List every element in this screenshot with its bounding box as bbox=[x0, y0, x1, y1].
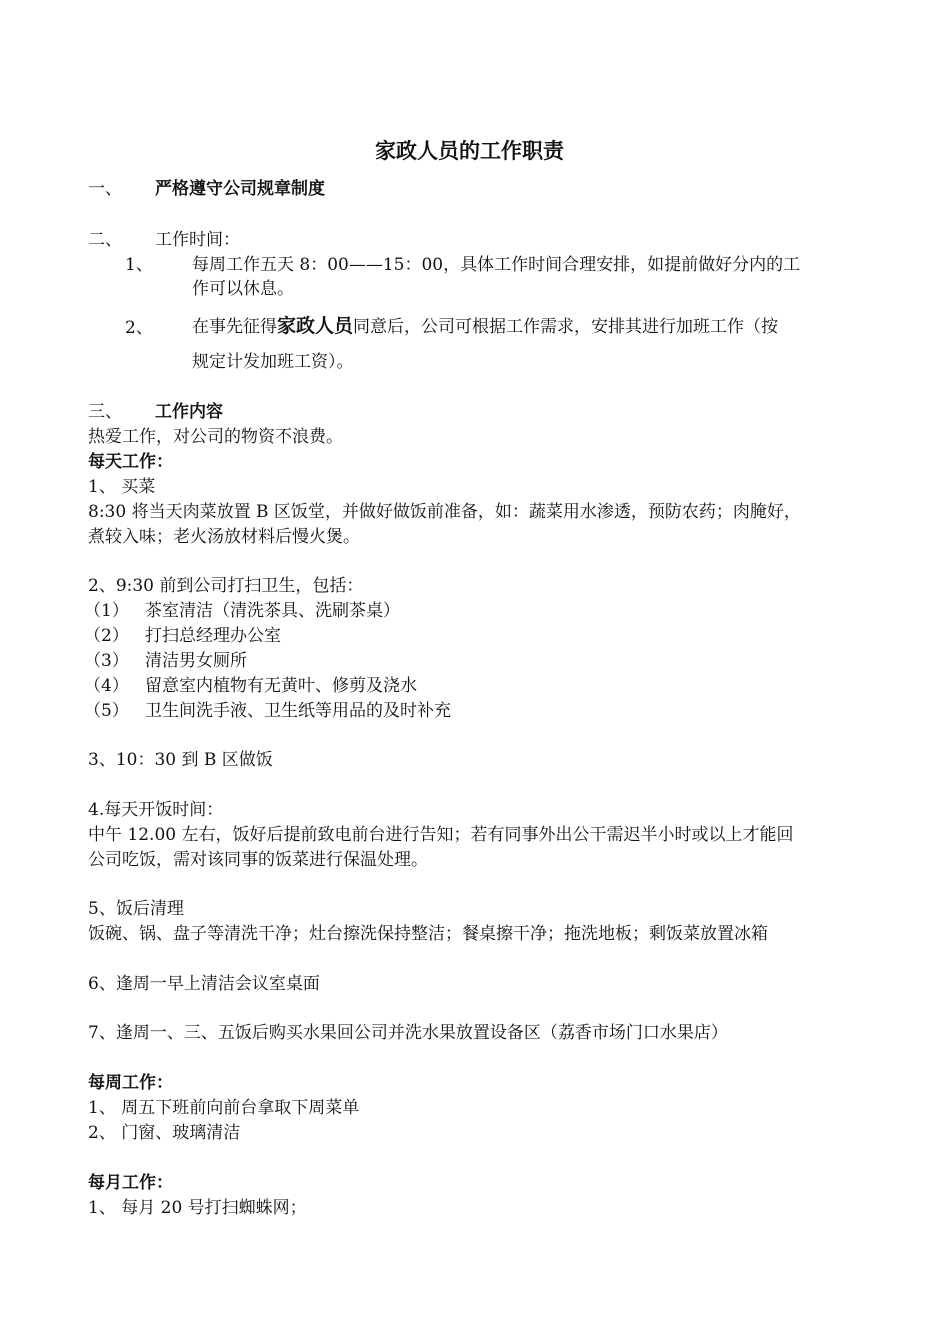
weekly-item-1: 1、 周五下班前向前台拿取下周菜单 bbox=[88, 1098, 360, 1118]
clean-sub-1-number: （1） bbox=[84, 601, 129, 621]
work-time-item-1-line1: 每周工作五天 8：00——15：00，具体工作时间合理安排，如提前做好分内的工 bbox=[192, 255, 801, 275]
work-time-item-1-number: 1、 bbox=[125, 255, 153, 275]
weekly-item-2: 2、 门窗、玻璃清洁 bbox=[88, 1123, 241, 1143]
section-2-number: 二、 bbox=[88, 230, 122, 250]
clean-sub-3-text: 清洁男女厕所 bbox=[145, 651, 247, 671]
monthly-heading: 每月工作： bbox=[88, 1173, 173, 1193]
work-time-item-2-line2: 规定计发加班工资）。 bbox=[192, 352, 354, 372]
clean-sub-2-number: （2） bbox=[84, 626, 129, 646]
work-time-item-1-line2: 作可以休息。 bbox=[192, 279, 294, 299]
daily-buy-line2: 煮较入味；老火汤放材料后慢火煲。 bbox=[88, 527, 360, 547]
daily-buy-title: 1、 买菜 bbox=[88, 477, 156, 497]
section-2-heading: 工作时间： bbox=[155, 230, 240, 250]
clean-sub-4-text: 留意室内植物有无黄叶、修剪及浇水 bbox=[145, 676, 417, 696]
weekly-heading: 每周工作： bbox=[88, 1073, 173, 1093]
daily-heading: 每天工作： bbox=[88, 452, 173, 472]
clean-sub-5-number: （5） bbox=[84, 701, 129, 721]
daily-meal-line1: 中午 12.00 左右，饭好后提前致电前台进行告知；若有同事外出公干需迟半小时或以上才能回 bbox=[88, 825, 794, 845]
work-time-item-2-pre: 在事先征得 bbox=[192, 317, 277, 337]
daily-meal-line2: 公司吃饭，需对该同事的饭菜进行保温处理。 bbox=[88, 850, 428, 870]
clean-sub-1-text: 茶室清洁（清洗茶具、洗刷茶桌） bbox=[145, 601, 400, 621]
work-time-item-2-number: 2、 bbox=[125, 318, 153, 338]
work-time-item-2-line1 bbox=[192, 314, 778, 339]
daily-cook: 3、10：30 到 B 区做饭 bbox=[88, 750, 273, 770]
daily-clean-title: 2、9:30 前到公司打扫卫生，包括： bbox=[88, 576, 364, 596]
daily-meal-title: 4.每天开饭时间： bbox=[88, 800, 224, 820]
work-time-item-2-emphasis: 家政人员 bbox=[277, 315, 354, 337]
intro-line: 热爱工作，对公司的物资不浪费。 bbox=[88, 427, 343, 447]
daily-fruit: 7、逢周一、三、五饭后购买水果回公司并洗水果放置设备区（荔香市场门口水果店） bbox=[88, 1023, 728, 1043]
work-time-item-2-post: 同意后，公司可根据工作需求，安排其进行加班工作（按 bbox=[353, 317, 779, 337]
daily-after-title: 5、饭后清理 bbox=[88, 899, 184, 919]
daily-after-line1: 饭碗、锅、盘子等清洗干净；灶台擦洗保持整洁；餐桌擦干净；拖洗地板；剩饭菜放置冰箱 bbox=[88, 924, 768, 944]
page-title: 家政人员的工作职责 bbox=[375, 139, 564, 163]
daily-monday: 6、逢周一早上清洁会议室桌面 bbox=[88, 974, 320, 994]
clean-sub-2-text: 打扫总经理办公室 bbox=[145, 626, 281, 646]
section-1-heading: 严格遵守公司规章制度 bbox=[155, 179, 325, 199]
section-1-number: 一、 bbox=[88, 179, 122, 199]
clean-sub-3-number: （3） bbox=[84, 651, 129, 671]
section-3-number: 三、 bbox=[88, 402, 122, 422]
daily-buy-line1: 8:30 将当天肉菜放置 B 区饭堂，并做好做饭前准备，如：蔬菜用水渗透，预防农药；肉腌好， bbox=[88, 502, 801, 522]
clean-sub-5-text: 卫生间洗手液、卫生纸等用品的及时补充 bbox=[145, 701, 451, 721]
clean-sub-4-number: （4） bbox=[84, 676, 129, 696]
monthly-item-1: 1、 每月 20 号打扫蜘蛛网； bbox=[88, 1198, 307, 1218]
section-3-heading: 工作内容 bbox=[155, 402, 223, 422]
